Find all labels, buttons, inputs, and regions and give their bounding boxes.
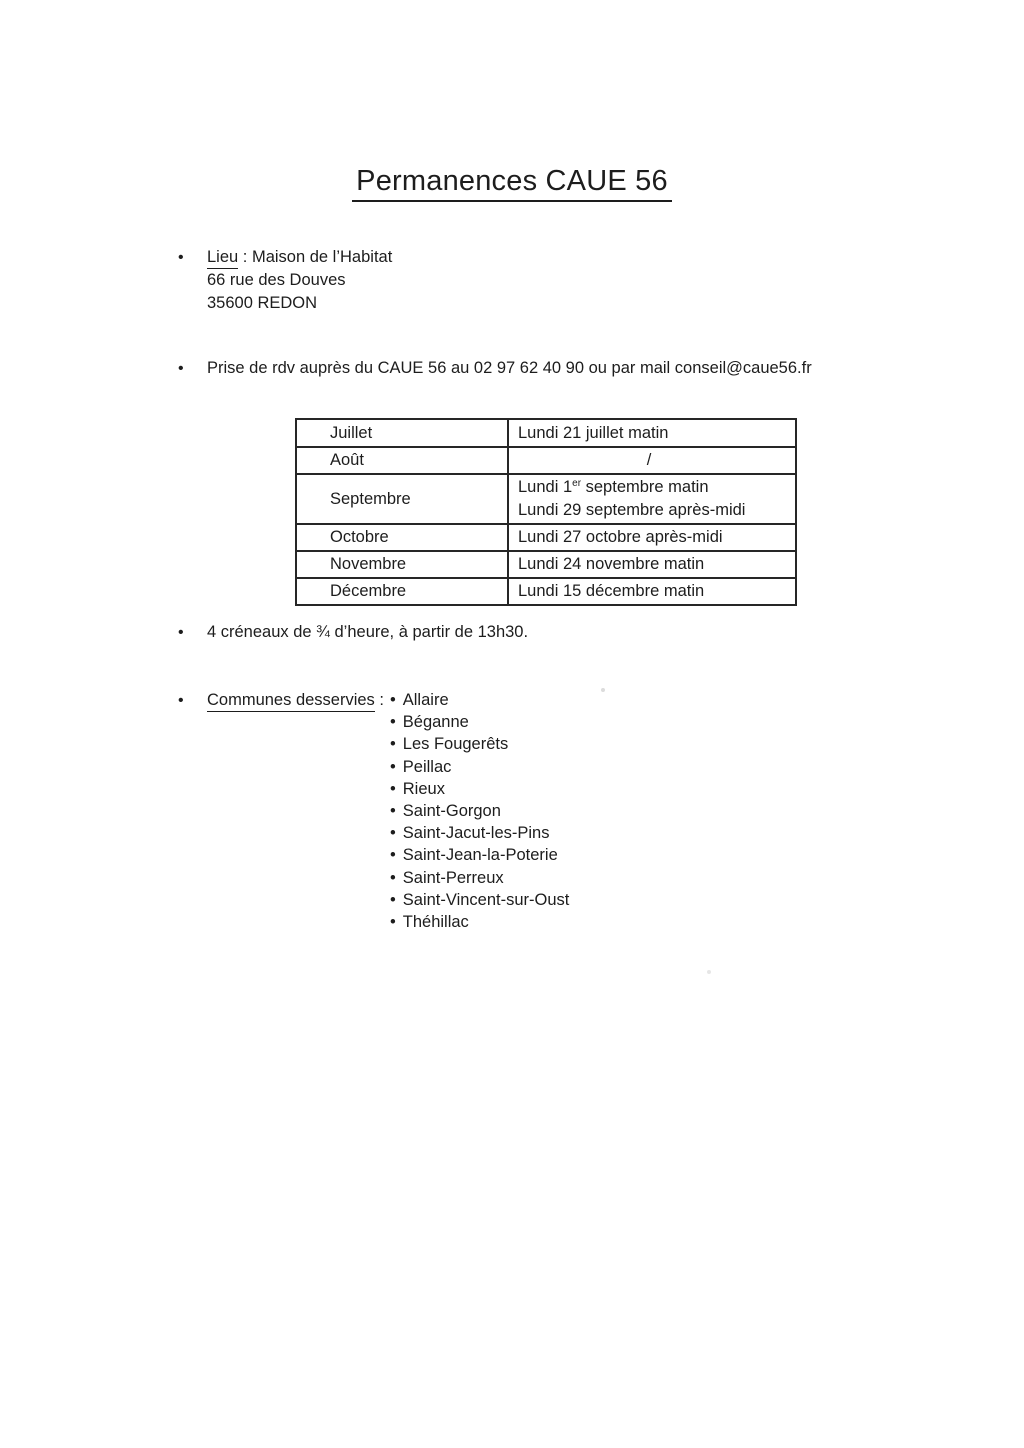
commune-item — [390, 800, 569, 822]
bullet-icon: • — [389, 824, 396, 843]
month-cell: Août — [296, 447, 508, 474]
month-cell: Novembre — [296, 551, 508, 578]
session-cell: Lundi 15 décembre matin — [508, 578, 796, 605]
communes-list — [390, 689, 569, 933]
slots-text: 4 créneaux de ¾ d’heure, à partir de 13h30. — [207, 623, 529, 641]
scan-speck — [601, 688, 605, 692]
location-separator: : — [238, 248, 252, 266]
list-item-slots — [178, 621, 528, 644]
appointment-text: Prise de rdv auprès du CAUE 56 au 02 97 62 40 90 ou par mail conseil@caue56.fr — [207, 359, 812, 377]
month-cell: Septembre — [296, 474, 508, 524]
session-text: Lundi 1 — [518, 478, 573, 496]
bullet-icon: • — [389, 868, 396, 887]
commune-item — [390, 733, 569, 755]
session-cell: / — [508, 447, 796, 474]
scan-speck — [707, 970, 711, 974]
month-cell: Juillet — [296, 419, 508, 447]
month-cell: Octobre — [296, 524, 508, 551]
month-cell: Décembre — [296, 578, 508, 605]
location-address-line2: 35600 REDON — [207, 294, 318, 312]
commune-name: Saint-Jacut-les-Pins — [402, 824, 550, 843]
bullet-icon: • — [389, 802, 396, 821]
commune-name: Peillac — [402, 757, 452, 776]
table-row — [296, 524, 796, 551]
ordinal-superscript: er — [572, 478, 582, 489]
location-block — [207, 246, 392, 315]
table-row — [296, 578, 796, 605]
commune-name: Les Fougerêts — [402, 735, 509, 754]
schedule-table — [295, 418, 797, 606]
commune-name: Saint-Jean-la-Poterie — [402, 846, 558, 865]
bullet-icon: • — [389, 691, 396, 709]
commune-name: Rieux — [402, 779, 445, 798]
commune-item — [390, 778, 569, 800]
commune-item — [390, 911, 569, 933]
bullet-icon: • — [389, 846, 396, 865]
communes-separator: : — [374, 691, 384, 709]
communes-label-wrap — [207, 689, 384, 712]
commune-name: Béganne — [402, 713, 469, 732]
commune-item — [390, 867, 569, 889]
bullet-icon: • — [389, 913, 396, 932]
commune-name: Théhillac — [402, 913, 469, 932]
location-line-1 — [207, 246, 392, 269]
commune-name: Saint-Perreux — [402, 868, 504, 887]
title-wrap — [0, 165, 1024, 202]
location-address-line1: 66 rue des Douves — [207, 271, 346, 289]
table-row — [296, 474, 796, 524]
commune-name: Allaire — [402, 691, 449, 709]
commune-item — [390, 689, 569, 711]
table-row — [296, 447, 796, 474]
session-cell: Lundi 21 juillet matin — [508, 419, 796, 447]
location-label: Lieu — [207, 248, 238, 269]
commune-item — [390, 756, 569, 778]
bullet-icon: • — [178, 360, 184, 377]
table-row — [296, 419, 796, 447]
session-cell — [508, 474, 796, 524]
list-item-location — [178, 246, 392, 315]
commune-item — [390, 889, 569, 911]
session-cell: Lundi 24 novembre matin — [508, 551, 796, 578]
commune-item — [390, 822, 569, 844]
commune-item — [390, 844, 569, 866]
page-title: Permanences CAUE 56 — [352, 165, 672, 202]
list-item-communes — [178, 689, 569, 933]
bullet-icon: • — [178, 624, 184, 641]
commune-name: Saint-Vincent-sur-Oust — [402, 890, 570, 909]
bullet-icon: • — [389, 757, 396, 776]
commune-item — [390, 711, 569, 733]
bullet-icon: • — [389, 779, 396, 798]
bullet-icon: • — [178, 249, 184, 266]
bullet-icon: • — [389, 735, 396, 754]
list-item-appointment — [178, 357, 812, 380]
commune-name: Saint-Gorgon — [402, 802, 501, 821]
session-text: septembre matin — [581, 478, 709, 496]
communes-content — [207, 689, 569, 933]
communes-label: Communes desservies — [207, 691, 375, 712]
bullet-icon: • — [178, 692, 184, 709]
bullet-icon: • — [389, 890, 396, 909]
session-line-1 — [518, 476, 789, 499]
table-row — [296, 551, 796, 578]
location-name: Maison de l’Habitat — [251, 248, 393, 266]
session-line-2: Lundi 29 septembre après-midi — [518, 501, 746, 519]
bullet-icon: • — [389, 713, 396, 732]
session-cell: Lundi 27 octobre après-midi — [508, 524, 796, 551]
